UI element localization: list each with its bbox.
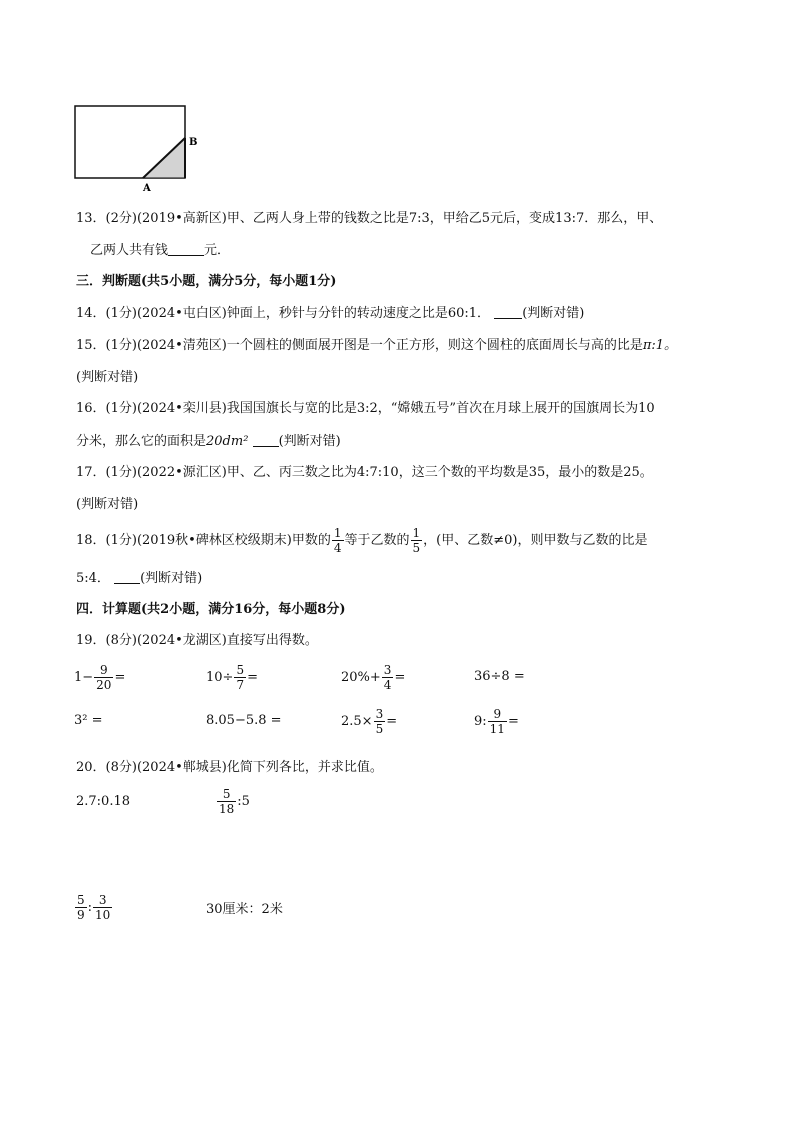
q20-ratio-3: $\frac{5}{9}$ : $\frac{3}{10}$ bbox=[77, 893, 111, 922]
q19-title: 19．(8分)(2024•龙湖区)直接写出得数。 bbox=[76, 633, 318, 648]
q18-line1: 18．(1分)(2019秋•碑林区校级期末)甲数的 $\frac{1}{4}$ 等于乙数的 $\frac{1}{5}$ ，(甲、乙数≠0)，则甲数与乙数的比是 bbox=[76, 526, 648, 555]
answer-blank[interactable] bbox=[253, 432, 279, 447]
section-4-heading: 四．计算题(共2小题，满分16分，每小题8分) bbox=[76, 602, 346, 617]
section-3-heading: 三．判断题(共5小题，满分5分，每小题1分) bbox=[76, 274, 337, 289]
q20-ratio-1: 2.7:0.18 bbox=[76, 794, 130, 809]
q15-line1: 15．(1分)(2024•清苑区)一个圆柱的侧面展开图是一个正方形，则这个圆柱的底面周长与高的比是π:1。 bbox=[76, 338, 678, 353]
q20-ratio-4: 30厘米：2米 bbox=[206, 902, 283, 917]
q17-line1: 17．(1分)(2022•源汇区)甲、乙、丙三数之比为4:7:10，这三个数的平均数是35，最小的数是25。 bbox=[76, 465, 653, 480]
q19-expr-4: 36÷8 = bbox=[474, 669, 525, 684]
fraction: $\frac{1}{5}$ bbox=[412, 526, 421, 555]
q17-line2: (判断对错) bbox=[76, 497, 139, 512]
q19-expr-5: 3² = bbox=[74, 713, 103, 728]
q20-ratio-2: $\frac{5}{18}$ :5 bbox=[219, 787, 250, 816]
answer-blank[interactable] bbox=[114, 569, 140, 584]
fraction: $\frac{1}{4}$ bbox=[333, 526, 342, 555]
q19-expr-3: 20%+ $\frac{3}{4}$ = bbox=[341, 663, 406, 692]
q14: 14．(1分)(2024•屯白区)钟面上，秒针与分针的转动速度之比是60:1． (判断对错) bbox=[76, 306, 585, 321]
q13-line2: 乙两人共有钱 元． bbox=[90, 243, 231, 258]
q16-line2: 分米，那么它的面积是20dm² (判断对错) bbox=[76, 434, 341, 449]
rectangle-triangle-figure bbox=[70, 100, 210, 192]
point-a-label: A bbox=[143, 183, 151, 192]
q16-line1: 16．(1分)(2024•栾川县)我国国旗长与宽的比是3:2，“嫦娥五号”首次在月球上展开的国旗周长为10 bbox=[76, 401, 655, 416]
q19-expr-6: 8.05−5.8 = bbox=[206, 713, 282, 728]
q19-expr-2: 10÷ $\frac{5}{7}$ = bbox=[206, 663, 258, 692]
q19-expr-1: 1− $\frac{9}{20}$ = bbox=[74, 663, 126, 692]
q19-expr-7: 2.5× $\frac{3}{5}$ = bbox=[341, 707, 398, 736]
answer-blank[interactable] bbox=[168, 241, 204, 256]
q13-line1: 13．(2分)(2019•高新区)甲、乙两人身上带的钱数之比是7:3，甲给乙5元后，变成13:7．那么，甲、 bbox=[76, 211, 663, 226]
answer-blank[interactable] bbox=[494, 304, 522, 319]
q19-expr-8: 9: $\frac{9}{11}$ = bbox=[474, 707, 519, 736]
q15-line2: (判断对错) bbox=[76, 370, 139, 385]
q20-title: 20．(8分)(2024•郸城县)化简下列各比，并求比值。 bbox=[76, 760, 383, 775]
q18-line2: 5:4． (判断对错) bbox=[76, 571, 203, 586]
point-b-label: B bbox=[189, 137, 198, 148]
